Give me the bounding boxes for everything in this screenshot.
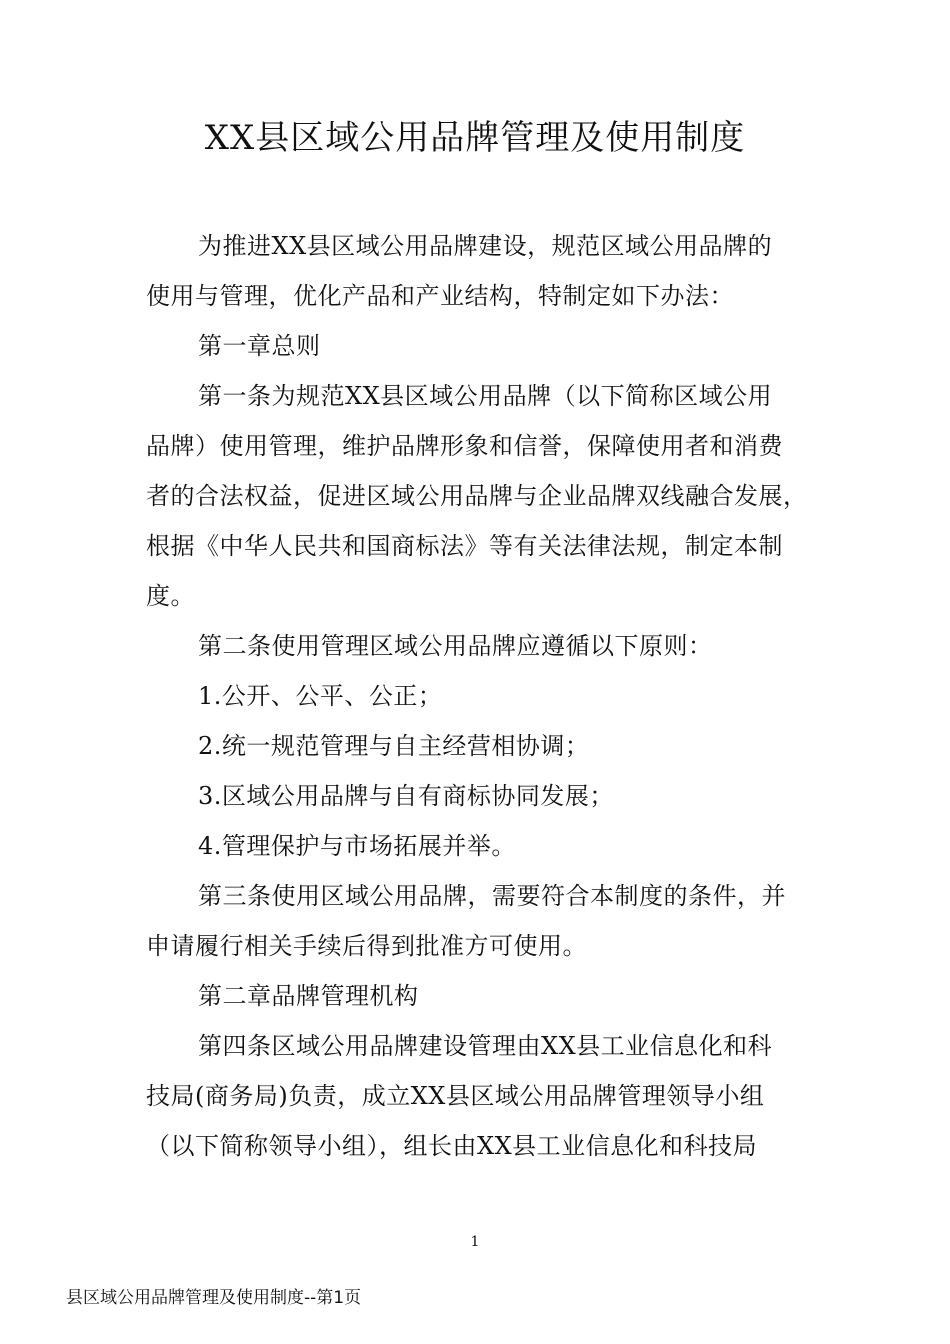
page-number: 1 bbox=[470, 1234, 480, 1250]
paragraph-line: 者的合法权益，促进区域公用品牌与企业品牌双线融合发展， bbox=[146, 482, 808, 510]
paragraph-line: 申请履行相关手续后得到批准方可使用。 bbox=[146, 932, 587, 960]
list-item: 1.公开、公平、公正； bbox=[198, 682, 443, 710]
document-body bbox=[146, 221, 811, 1171]
paragraph-line: 技局(商务局)负责，成立XX县区域公用品牌管理领导小组 bbox=[146, 1082, 765, 1110]
list-item: 2.统一规范管理与自主经营相协调； bbox=[198, 732, 590, 760]
paragraph-line: 根据《中华人民共和国商标法》等有关法律法规，制定本制 bbox=[146, 532, 783, 560]
chapter-heading: 第二章品牌管理机构 bbox=[198, 982, 419, 1010]
page-title: XX县区域公用品牌管理及使用制度 bbox=[204, 118, 746, 158]
list-item: 3.区域公用品牌与自有商标协同发展； bbox=[198, 782, 614, 810]
paragraph-line: （以下简称领导小组），组长由XX县工业信息化和科技局 bbox=[146, 1132, 758, 1160]
chapter-heading: 第一章总则 bbox=[198, 332, 321, 360]
paragraph-line: 第二条使用管理区域公用品牌应遵循以下原则： bbox=[198, 632, 713, 660]
paragraph-line: 品牌）使用管理，维护品牌形象和信誉，保障使用者和消费 bbox=[146, 432, 783, 460]
paragraph-line: 第三条使用区域公用品牌，需要符合本制度的条件，并 bbox=[198, 882, 786, 910]
list-item: 4.管理保护与市场拓展并举。 bbox=[198, 832, 516, 860]
paragraph-line: 使用与管理，优化产品和产业结构，特制定如下办法： bbox=[146, 282, 734, 310]
footer-caption: 县区域公用品牌管理及使用制度--第1页 bbox=[66, 1288, 362, 1308]
paragraph-line: 第四条区域公用品牌建设管理由XX县工业信息化和科 bbox=[198, 1032, 773, 1060]
paragraph-line: 第一条为规范XX县区域公用品牌（以下简称区域公用 bbox=[198, 382, 773, 410]
paragraph-line: 为推进XX县区域公用品牌建设，规范区域公用品牌的 bbox=[198, 232, 773, 260]
paragraph-line: 度。 bbox=[146, 582, 195, 610]
